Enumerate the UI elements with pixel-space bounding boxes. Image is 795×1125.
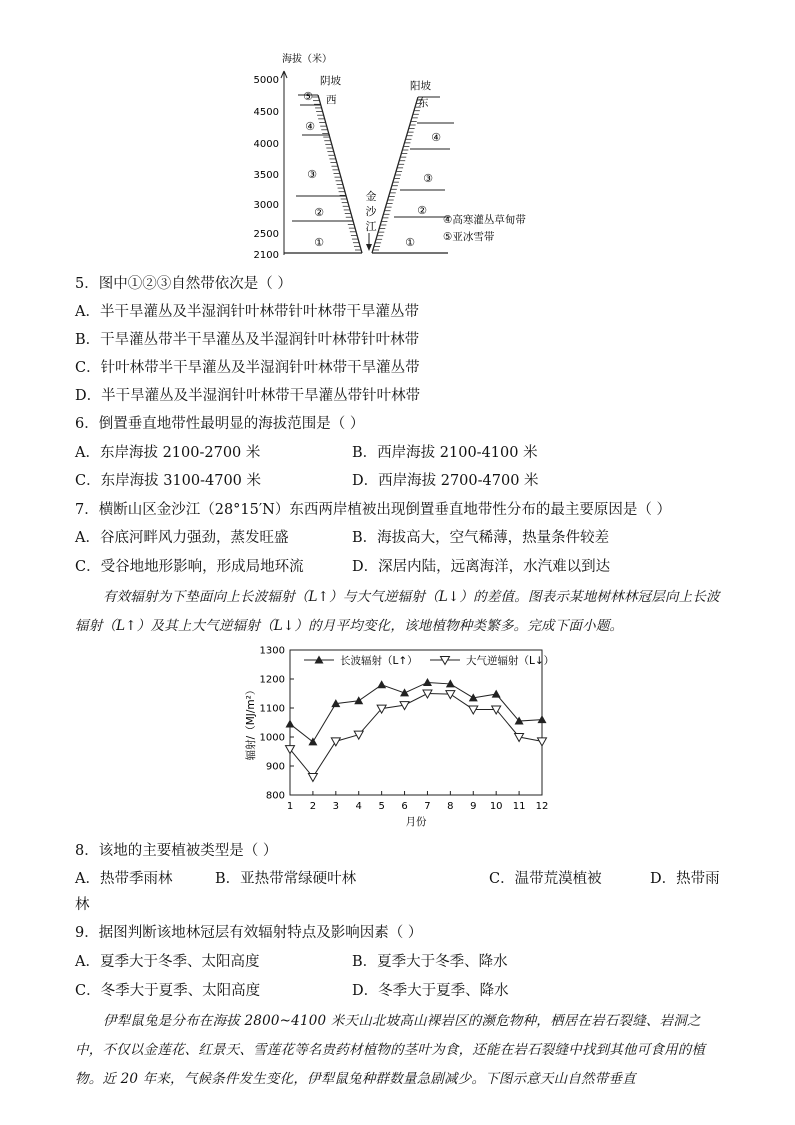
q6-stem: 6．倒置垂直地带性最明显的海拔范围是（ ） <box>75 416 365 432</box>
q9-option-b[interactable]: B．夏季大于冬季、降水 <box>352 954 508 970</box>
x-tick-label: 4 <box>355 801 362 812</box>
data-point-longwave <box>400 688 409 696</box>
x-tick-label: 12 <box>535 801 549 812</box>
q8-option-d[interactable]: D．热带雨 <box>650 871 720 887</box>
data-point-longwave <box>538 715 547 723</box>
q7-option-c[interactable]: C．受谷地地形影响，形成局地环流 <box>75 559 304 575</box>
y-tick-label: 800 <box>265 790 285 802</box>
zone-label: ④ <box>305 120 315 133</box>
y-tick: 2500 <box>253 229 279 240</box>
q8-option-b[interactable]: B．亚热带常绿硬叶林 <box>215 871 357 887</box>
legend-zone-4: ④高寒灌丛草甸带 <box>443 214 526 226</box>
x-tick-label: 10 <box>489 801 503 812</box>
passage-radiation <box>75 583 723 641</box>
legend-label: 大气逆辐射（L↓） <box>466 655 555 667</box>
data-point-counter <box>469 706 478 714</box>
q9-option-a[interactable]: A．夏季大于冬季、太阳高度 <box>75 954 260 970</box>
series-line <box>290 694 542 778</box>
data-point-counter <box>446 691 455 699</box>
x-tick-label: 2 <box>309 801 317 812</box>
x-tick-label: 8 <box>447 801 454 812</box>
series-line <box>290 682 542 741</box>
q9-stem: 9．据图判断该地林冠层有效辐射特点及影响因素（ ） <box>75 925 423 941</box>
q5-option-d[interactable]: D．半干旱灌丛及半湿润针叶林带干旱灌丛带针叶林带 <box>75 388 421 404</box>
q9-option-d[interactable]: D．冬季大于夏季、降水 <box>352 983 509 999</box>
y-tick: 3000 <box>253 200 279 211</box>
y-tick-label: 900 <box>265 761 285 773</box>
x-tick-label: 9 <box>470 801 477 812</box>
x-tick-label: 3 <box>332 801 340 812</box>
q6-option-d[interactable]: D．西岸海拔 2700-4700 米 <box>352 473 539 489</box>
y-tick-label: 1300 <box>259 645 285 657</box>
zone-label: ② <box>314 206 324 219</box>
zone-label: ② <box>417 204 427 217</box>
q9-option-c[interactable]: C．冬季大于夏季、太阳高度 <box>75 983 261 999</box>
zone-label: ③ <box>307 168 317 181</box>
zone-label: ④ <box>431 131 441 144</box>
q5-option-a[interactable]: A．半干旱灌丛及半湿润针叶林带针叶林带干旱灌丛带 <box>75 304 419 320</box>
data-point-longwave <box>423 678 432 686</box>
data-point-longwave <box>308 737 317 745</box>
q8-option-c[interactable]: C．温带荒漠植被 <box>489 871 602 887</box>
q6-option-c[interactable]: C．东岸海拔 3100-4700 米 <box>75 473 262 489</box>
y-tick-label: 1200 <box>259 674 285 686</box>
q8-option-d-wrap: 林 <box>75 897 90 913</box>
q7-option-d[interactable]: D．深居内陆，远离海洋，水汽难以到达 <box>352 559 611 575</box>
data-point-longwave <box>286 719 295 727</box>
y-tick-label: 1000 <box>259 732 285 744</box>
x-tick-label: 1 <box>286 801 294 812</box>
valley-diagram <box>250 45 570 265</box>
data-point-longwave <box>354 696 363 704</box>
q5-option-b[interactable]: B．干旱灌丛带半干旱灌丛及半湿润针叶林带针叶林带 <box>75 332 420 348</box>
q6-option-a[interactable]: A．东岸海拔 2100-2700 米 <box>75 445 261 461</box>
data-point-longwave <box>492 690 501 698</box>
data-point-longwave <box>377 680 386 688</box>
q8-option-a[interactable]: A．热带季雨林 <box>75 871 173 887</box>
q7-option-b[interactable]: B．海拔高大，空气稀薄，热量条件较差 <box>352 530 610 546</box>
east-direction-label: 东 <box>418 97 429 109</box>
q7-option-a[interactable]: A．谷底河畔风力强劲，蒸发旺盛 <box>75 530 289 546</box>
data-point-counter <box>331 738 340 746</box>
x-axis-label: 月份 <box>405 816 427 828</box>
east-slope-label: 阳坡 <box>410 80 431 92</box>
y-axis-label: 辐射/（MJ/m²） <box>245 684 257 761</box>
x-tick-label: 5 <box>378 801 385 812</box>
data-point-counter <box>308 774 317 782</box>
legend-label: 长波辐射（L↑） <box>340 655 418 667</box>
zone-label: ① <box>405 236 415 249</box>
y-axis-label: 海拔（米） <box>282 54 332 65</box>
passage-pika <box>75 1007 723 1094</box>
q8-stem: 8．该地的主要植被类型是（ ） <box>75 843 278 859</box>
y-tick: 4500 <box>253 107 279 118</box>
y-tick: 4000 <box>253 139 279 150</box>
y-tick: 3500 <box>253 170 279 181</box>
west-slope-label: 阴坡 <box>320 75 341 87</box>
river-label-char: 江 <box>365 220 377 233</box>
west-direction-label: 西 <box>326 94 337 106</box>
radiation-chart <box>232 640 562 832</box>
x-tick-label: 7 <box>424 801 431 812</box>
passage-text: 有效辐射为下垫面向上长波辐射（L↑）与大气逆辐射（L↓）的差值。图表示某地树林林冠层向上长波辐射（L↑）及其上大气逆辐射（L↓）的月平均变化，该地植物种类繁多。完成下面小题。 <box>75 589 720 634</box>
q6-option-b[interactable]: B．西岸海拔 2100-4100 米 <box>352 445 538 461</box>
y-tick: 2100 <box>253 250 279 261</box>
zone-label: ③ <box>423 172 433 185</box>
q7-stem: 7．横断山区金沙江（28°15′N）东西两岸植被出现倒置垂直地带性分布的最主要原因是（ ） <box>75 502 671 518</box>
x-tick-label: 11 <box>512 801 526 812</box>
passage-text: 伊犁鼠兔是分布在海拔 2800~4100 米天山北坡高山裸岩区的濒危物种，栖居在岩石裂缝、岩洞之中，不仅以金莲花、红景天、雪莲花等名贵药材植物的茎叶为食，还能在岩石裂缝中找到其他可食用的植物。近 20 年来，气候条件发生变化，伊犁鼠兔种群数量急剧减少。下图示意天山自然带垂直 <box>75 1013 706 1087</box>
q5-stem: 5．图中①②③自然带依次是（ ） <box>75 276 292 292</box>
legend-zone-5: ⑤亚冰雪带 <box>443 231 495 243</box>
x-tick-label: 6 <box>401 801 408 812</box>
zone-label: ① <box>314 236 324 249</box>
y-tick: 5000 <box>253 75 279 86</box>
zone-label: ⑤ <box>303 90 313 103</box>
plot-frame <box>290 650 542 795</box>
data-point-counter <box>538 738 547 746</box>
q5-option-c[interactable]: C．针叶林带半干旱灌丛及半湿润针叶林带干旱灌丛带 <box>75 360 420 376</box>
river-label-char: 金 <box>365 190 377 203</box>
y-tick-label: 1100 <box>259 703 285 715</box>
river-label-char: 沙 <box>365 205 377 218</box>
